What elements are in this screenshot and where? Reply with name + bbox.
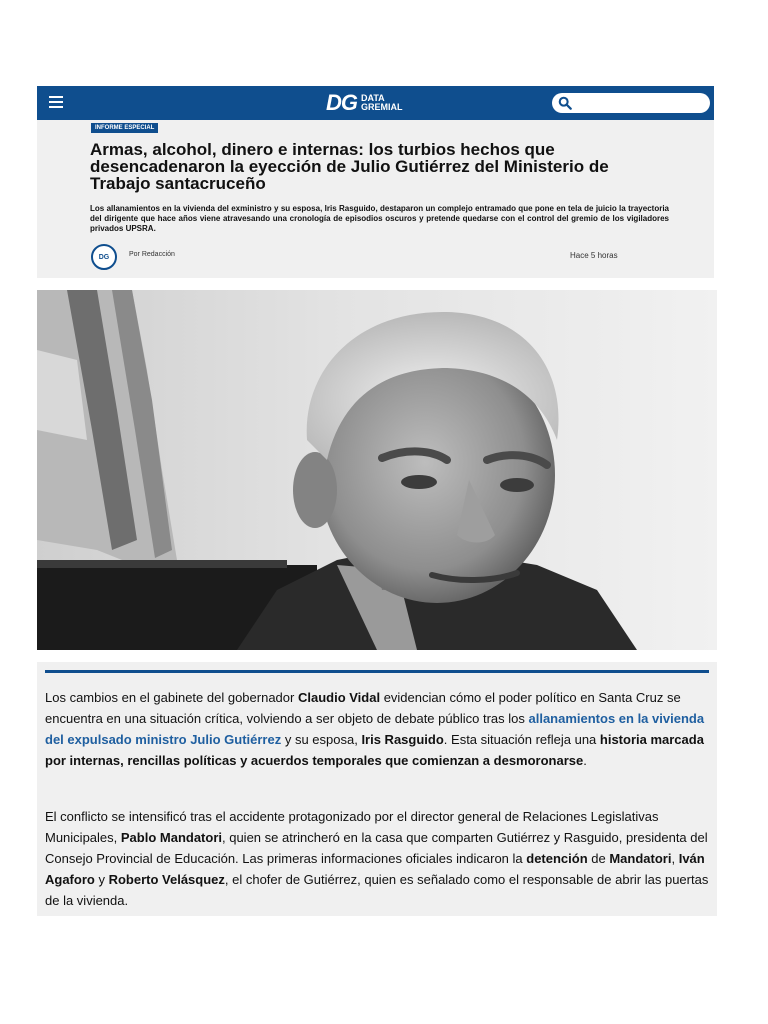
p1-text-4: . Esta situación refleja una xyxy=(443,732,600,747)
p2-text-2: , quien se atrincheró en la casa que comparten Gutiérrez y Rasguido, presidenta del Consejo Provincial de Educación. Las primeras informaciones oficiales indicaron la xyxy=(45,830,708,866)
top-navbar xyxy=(37,86,714,120)
site-logo[interactable] xyxy=(326,92,403,114)
search-input[interactable] xyxy=(576,94,700,112)
p2-bold-detencion: detención xyxy=(526,851,588,866)
p2-text-6: , el chofer de Gutiérrez, quien es señalado como el responsable de abrir las puertas de la vivienda. xyxy=(45,872,709,908)
p2-bold-pablo-mandatori: Pablo Mandatori xyxy=(120,830,222,845)
p1-text-5: . xyxy=(583,753,587,768)
allanamientos-link[interactable]: allanamientos en la vivienda del expulsado ministro Julio Gutiérrez xyxy=(45,711,705,747)
p1-text-3: y su esposa, xyxy=(281,732,362,747)
search-box[interactable] xyxy=(552,93,710,113)
p1-bold-iris-rasguido: Iris Rasguido xyxy=(361,732,444,747)
logo-line-1: DATA xyxy=(361,93,385,103)
publish-time: Hace 5 horas xyxy=(570,251,618,260)
p2-bold-mandatori: Mandatori xyxy=(609,851,672,866)
p1-text-1: Los cambios en el gabinete del gobernador xyxy=(45,690,298,705)
paragraph-1 xyxy=(45,687,713,771)
p2-bold-roberto-velasquez: Roberto Velásquez xyxy=(108,872,225,887)
author-avatar[interactable] xyxy=(91,244,117,270)
p2-text-3: de xyxy=(587,851,610,866)
p2-text-5: y xyxy=(94,872,109,887)
article-title: Armas, alcohol, dinero e internas: los turbios hechos que desencadenaron la eyección de Julio Gutiérrez del Ministerio de Trabajo santacruceño xyxy=(90,140,609,193)
avatar-initials: DG xyxy=(98,253,110,261)
logo-line-2: GREMIAL xyxy=(361,102,403,112)
article-summary: Los allanamientos en la vivienda del exministro y su esposa, Iris Rasguido, destaparon un complejo entramado que pone en tela de juicio la trayectoria del dirigente que hace años viene atravesando una cronología de episodios oscuros y pretende quedarse con el control del gremio de los vigiladores privados UPSRA. xyxy=(90,204,669,233)
p1-text-2: evidencian cómo el poder político en Santa Cruz se encuentra en una situación crítica, volviendo a ser objeto de debate público tras los xyxy=(45,690,681,726)
logo-text xyxy=(361,94,403,112)
article-header xyxy=(37,120,714,278)
paragraph-2 xyxy=(45,806,713,911)
logo-mark: DG xyxy=(326,90,357,115)
p2-text-4: , xyxy=(671,851,679,866)
section-divider xyxy=(45,670,709,673)
author-byline[interactable]: Por Redacción xyxy=(129,251,175,258)
search-icon[interactable] xyxy=(558,96,572,110)
p2-text-1: El conflicto se intensificó tras el accidente protagonizado por el director general de Relaciones Legislativas Municipales, xyxy=(45,809,659,845)
article-body xyxy=(37,662,717,916)
p2-bold-ivan-agaforo: Iván Agaforo xyxy=(45,851,705,887)
p1-bold-claudio-vidal: Claudio Vidal xyxy=(297,690,381,705)
portrait-illustration xyxy=(37,290,717,650)
hamburger-menu-icon[interactable] xyxy=(49,96,63,110)
category-badge[interactable]: INFORME ESPECIAL xyxy=(91,123,158,133)
article-photo xyxy=(37,290,717,650)
p1-bold-historia: historia marcada por internas, rencillas políticas y acuerdos temporales que comienzan a desmoronarse xyxy=(45,732,704,768)
